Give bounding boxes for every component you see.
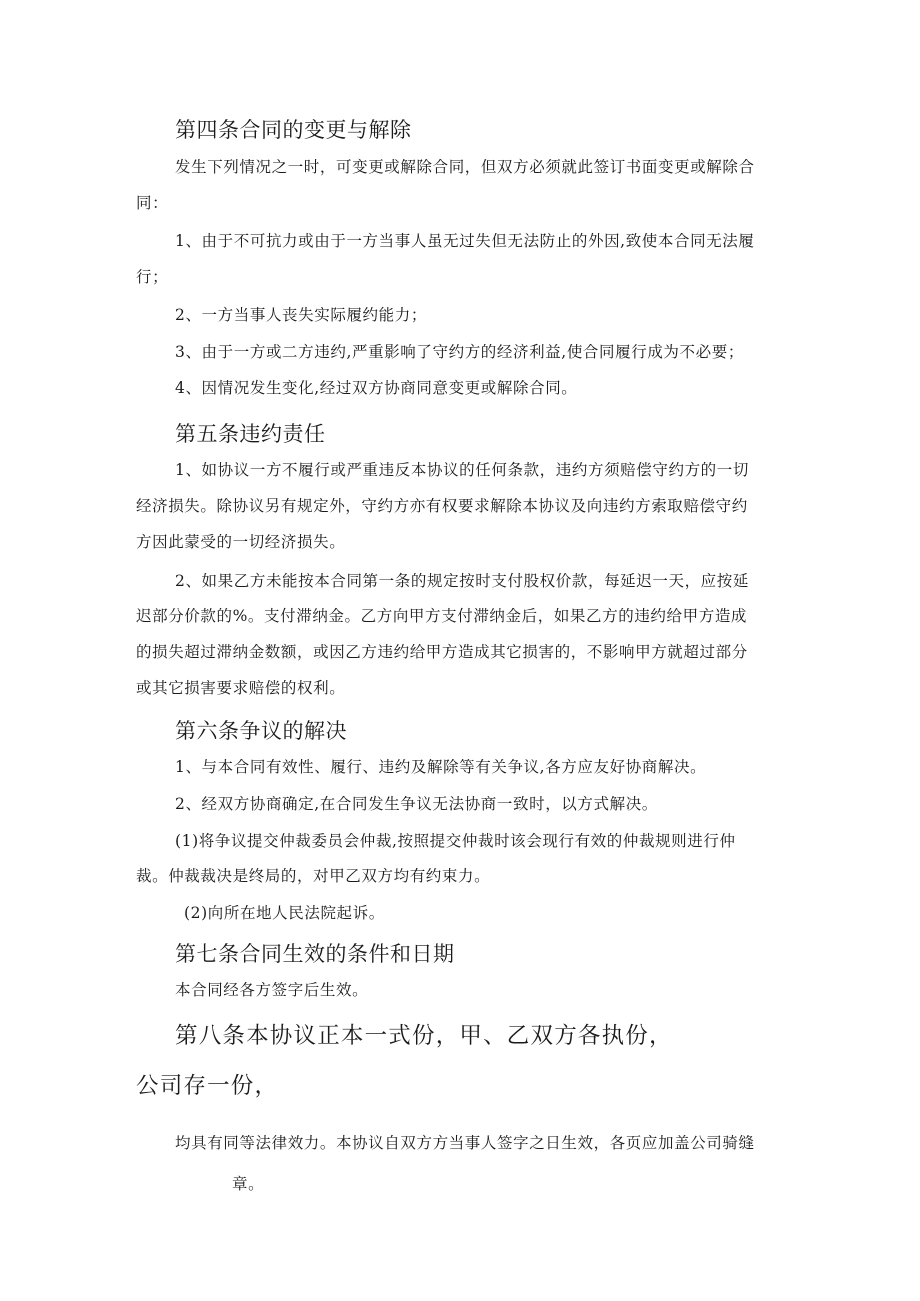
article-6-item-1: 1、与本合同有效性、履行、违约及解除等有关争议,各方应友好协商解决。 — [175, 758, 707, 776]
article-6-sub-1-line-2: 裁。仲裁裁决是终局的，对甲乙双方均有约束力。 — [136, 867, 491, 885]
article-6-sub-2: (2)向所在地人民法院起诉。 — [184, 904, 385, 922]
article-5-item-1-line-2: 经济损失。除协议另有规定外，守约方亦有权要求解除本协议及向违约方索取赔偿守约 — [136, 497, 748, 515]
article-5-item-2-line-2: 迟部分价款的%。支付滞纳金。乙方向甲方支付滞纳金后，如果乙方的违约给甲方造成 — [136, 607, 748, 625]
article-4-item-4: 4、因情况发生变化,经过双方协商同意变更或解除合同。 — [175, 379, 578, 397]
article-4-item-2: 2、一方当事人丧失实际履约能力； — [175, 306, 427, 324]
article-5-title: 第五条违约责任 — [175, 422, 326, 446]
article-6-sub-1-line-1: (1)将争议提交仲裁委员会仲裁,按照提交仲裁时该会现行有效的仲裁规则进行仲 — [175, 832, 736, 850]
article-7-body: 本合同经各方签字后生效。 — [175, 981, 369, 999]
article-5-item-1-line-1: 1、如协议一方不履行或严重违反本协议的任何条款，违约方须赔偿守约方的一切 — [175, 461, 749, 479]
article-8-title-line-1: 第八条本协议正本一式份，甲、乙双方各执份， — [175, 1023, 673, 1049]
article-4-intro-line-2: 同： — [136, 194, 169, 212]
article-5-item-2-line-4: 或其它损害要求赔偿的权利。 — [136, 679, 346, 697]
article-8-body-line-2: 章。 — [232, 1175, 265, 1193]
article-4-item-1-line-2: 行； — [136, 268, 169, 286]
article-4-title: 第四条合同的变更与解除 — [175, 118, 412, 142]
article-6-item-2: 2、经双方协商确定,在合同发生争议无法协商一致时，以方式解决。 — [175, 795, 658, 813]
article-5-item-1-line-3: 方因此蒙受的一切经济损失。 — [136, 533, 346, 551]
article-6-title: 第六条争议的解决 — [175, 719, 347, 743]
article-4-item-3: 3、由于一方或二方违约,严重影响了守约方的经济利益,使合同履行成为不必要； — [175, 343, 744, 361]
article-5-item-2-line-3: 的损失超过滞纳金数额，或因乙方违约给甲方造成其它损害的，不影响甲方就超过部分 — [136, 643, 748, 661]
article-4-item-1-line-1: 1、由于不可抗力或由于一方当事人虽无过失但无法防止的外因,致使本合同无法履 — [175, 232, 755, 250]
article-8-body-line-1: 均具有同等法律效力。本协议自双方方当事人签字之日生效，各页应加盖公司骑缝 — [175, 1134, 755, 1152]
article-8-title-line-2: 公司存一份， — [136, 1073, 279, 1099]
article-7-title: 第七条合同生效的条件和日期 — [175, 942, 455, 966]
article-4-intro-line-1: 发生下列情况之一时，可变更或解除合同，但双方必须就此签订书面变更或解除合 — [175, 158, 755, 176]
article-5-item-2-line-1: 2、如果乙方未能按本合同第一条的规定按时支付股权价款，每延迟一天，应按延 — [175, 572, 749, 590]
